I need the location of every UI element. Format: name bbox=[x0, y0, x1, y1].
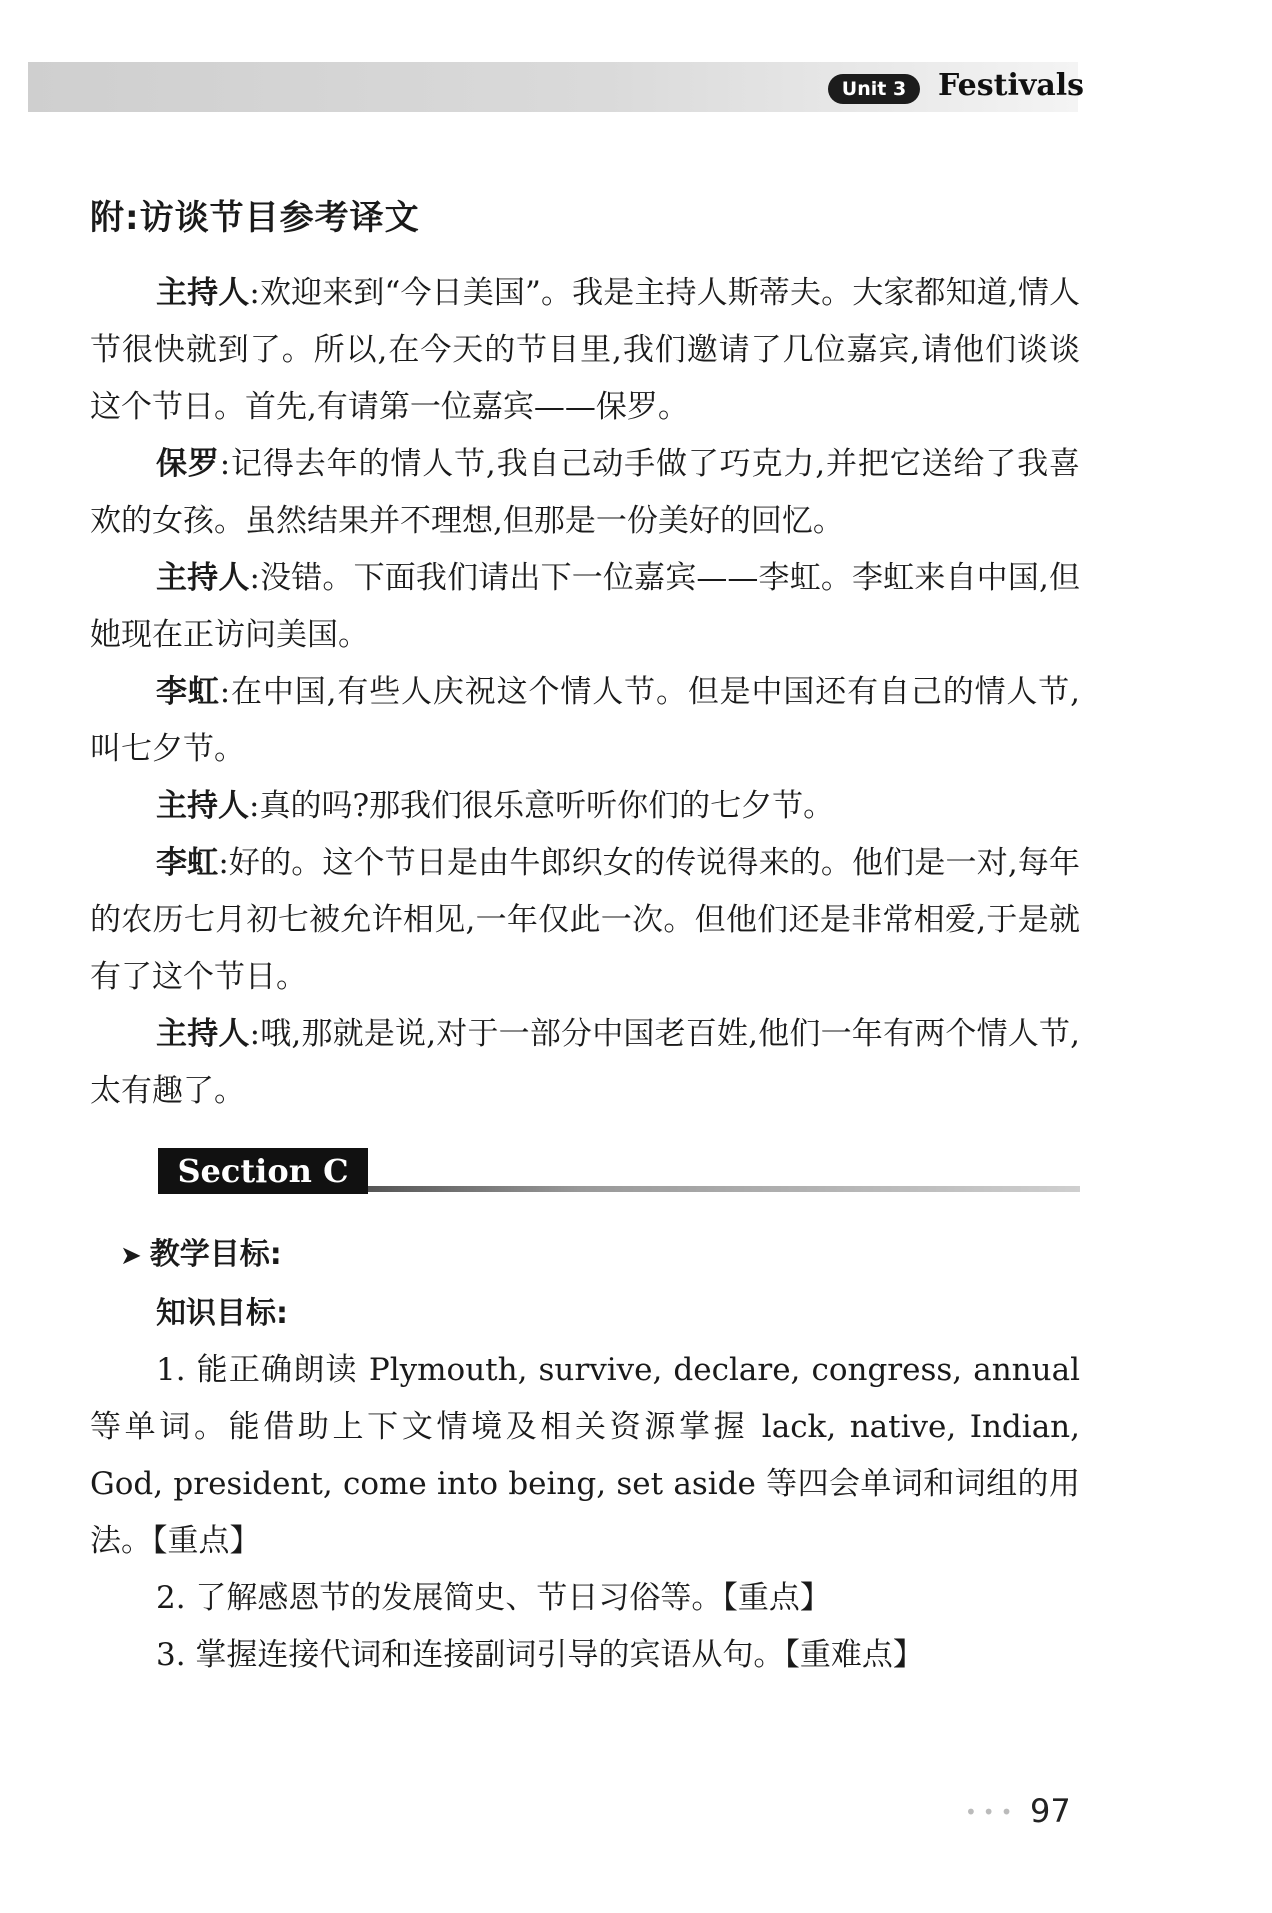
dialogue-line bbox=[90, 436, 1080, 550]
dialogue-text: :真的吗?那我们很乐意听听你们的七夕节。 bbox=[249, 788, 835, 824]
dialogue-text: :哦,那就是说,对于一部分中国老百姓,他们一年有两个情人节,太有趣了。 bbox=[90, 1016, 1081, 1109]
dialogue-text: :好的。这个节日是由牛郎织女的传说得来的。他们是一对,每年的农历七月初七被允许相见,一年仅此一次。但他们还是非常相爱,于是就有了这个节日。 bbox=[90, 845, 1081, 995]
speaker-name: 李虹 bbox=[156, 845, 219, 881]
dialogue-line bbox=[90, 664, 1080, 778]
dialogue-text: :记得去年的情人节,我自己动手做了巧克力,并把它送给了我喜欢的女孩。虽然结果并不理想,但那是一份美好的回忆。 bbox=[90, 446, 1081, 539]
dialogue-line bbox=[90, 1006, 1080, 1120]
objective-title: 教学目标: bbox=[149, 1237, 282, 1272]
dialogue-line bbox=[90, 265, 1080, 436]
speaker-name: 主持人 bbox=[156, 788, 249, 824]
dialogue-text: :没错。下面我们请出下一位嘉宾——李虹。李虹来自中国,但她现在正访问美国。 bbox=[90, 560, 1081, 653]
dialogue-text: :欢迎来到“今日美国”。我是主持人斯蒂夫。大家都知道,情人节很快就到了。所以,在今天的节目里,我们邀请了几位嘉宾,请他们谈谈这个节日。首先,有请第一位嘉宾——保罗。 bbox=[90, 275, 1080, 425]
speaker-name: 保罗 bbox=[156, 446, 220, 482]
arrow-right-icon: ➤ bbox=[120, 1241, 142, 1271]
goal-item: 2. 了解感恩节的发展简史、节日习俗等。【重点】 bbox=[156, 1580, 831, 1616]
section-label: Section C bbox=[158, 1148, 368, 1194]
knowledge-goals-heading: 知识目标: bbox=[156, 1296, 288, 1331]
header-band bbox=[28, 62, 1078, 112]
dialogue-text: :在中国,有些人庆祝这个情人节。但是中国还有自己的情人节,叫七夕节。 bbox=[90, 674, 1081, 767]
objective-heading bbox=[120, 1226, 1080, 1285]
page-content bbox=[90, 190, 1080, 1684]
dialogue-line bbox=[90, 778, 1080, 835]
speaker-name: 主持人 bbox=[156, 275, 250, 311]
dialogue-line bbox=[90, 550, 1080, 664]
page-dots: ••• bbox=[965, 1800, 1019, 1824]
unit-badge: Unit 3 bbox=[828, 74, 920, 104]
page-number: 97 bbox=[1030, 1792, 1071, 1830]
speaker-name: 主持人 bbox=[156, 560, 250, 596]
unit-title: Festivals bbox=[938, 68, 1085, 103]
section-header bbox=[90, 1148, 1080, 1202]
goal-item: 3. 掌握连接代词和连接副词引导的宾语从句。【重难点】 bbox=[156, 1637, 924, 1673]
section-divider bbox=[368, 1186, 1080, 1192]
dialogue-line bbox=[90, 835, 1080, 1006]
goal-item: 1. 能正确朗读 Plymouth, survive, declare, congress, annual等单词。能借助上下文情境及相关资源掌握 lack, native, Indian, God, president, come into being, set aside 等四会单词和词组的用法。【重点】 bbox=[90, 1352, 1080, 1559]
speaker-name: 主持人 bbox=[156, 1016, 250, 1052]
speaker-name: 李虹 bbox=[156, 674, 220, 710]
page-heading: 附:访谈节目参考译文 bbox=[90, 198, 420, 238]
